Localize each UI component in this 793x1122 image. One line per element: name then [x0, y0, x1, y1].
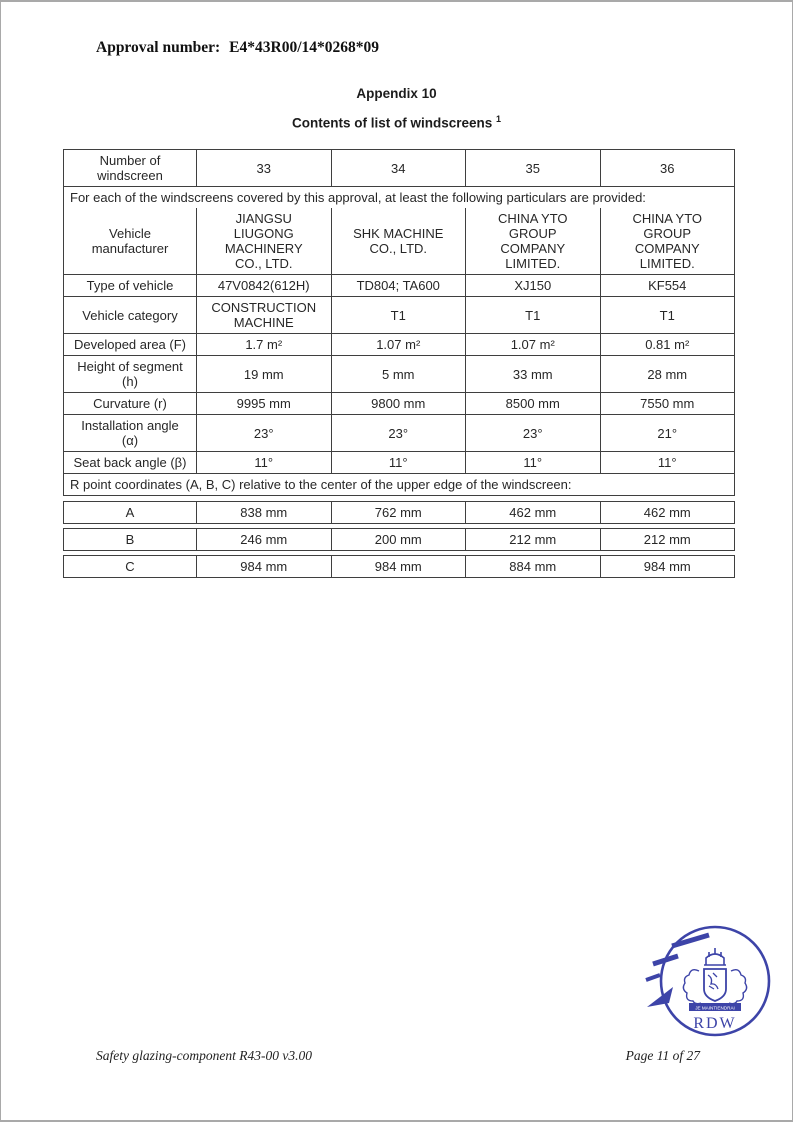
table-header-row-container [64, 150, 734, 186]
table-row [64, 296, 734, 333]
cell-value: 47V0842(612H) [196, 275, 331, 296]
page-title-text: Contents of list of windscreens [291, 115, 493, 131]
table-row [64, 529, 734, 550]
table-rpoint-row: R point coordinates (A, B, C) relative to the center of the upper edge of the windscreen: [64, 473, 734, 495]
footer-document-id: Safety glazing-component R43-00 v3.00 [96, 1048, 312, 1063]
coordinate-table-c [63, 555, 735, 578]
table-intro-row: For each of the windscreens covered by this approval, at least the following particulars are provided: [64, 186, 734, 208]
row-label: B [125, 532, 135, 547]
page-title [1, 114, 792, 131]
cell-value: T1 [331, 297, 466, 333]
cell-value: T1 [465, 297, 600, 333]
table-row [64, 208, 734, 274]
footer-page-number: Page 11 of 27 [625, 1048, 700, 1063]
cell-value: 1.07 m² [465, 334, 600, 355]
row-label: C [125, 559, 135, 574]
cell-value: 1.07 m² [331, 334, 466, 355]
table-row [64, 355, 734, 392]
cell-value: 23° [196, 415, 331, 451]
row-label: A [125, 505, 135, 520]
table-row [64, 333, 734, 355]
cell-value: 212 mm [465, 529, 600, 550]
cell-value: 19 mm [196, 356, 331, 392]
cell-value: 838 mm [196, 502, 331, 523]
table-row [64, 150, 734, 186]
cell-value: 762 mm [331, 502, 466, 523]
cell-value: TD804; TA600 [331, 275, 466, 296]
crown-icon [704, 954, 726, 965]
right-lion-icon [729, 970, 747, 1004]
cell-value: 34 [331, 150, 466, 186]
cell-value: 1.7 m² [196, 334, 331, 355]
rdw-stamp [645, 923, 785, 1053]
cell-value: KF554 [600, 275, 735, 296]
table-row [64, 274, 734, 296]
table-row [64, 502, 734, 523]
cell-value: 11° [600, 452, 735, 473]
cell-value: 21° [600, 415, 735, 451]
row-label: Vehicle category [82, 307, 178, 323]
coat-of-arms-icon [683, 948, 746, 1011]
cell-value: 11° [331, 452, 466, 473]
cell-value: JIANGSU LIUGONG MACHINERY CO., LTD. [196, 208, 331, 274]
cell-value: 462 mm [600, 502, 735, 523]
table-row [64, 556, 734, 577]
stamp-wedge [647, 987, 673, 1007]
cell-value: 33 mm [465, 356, 600, 392]
stamp-speed-dash-3 [646, 975, 660, 980]
stamp-motto-text: JE MAINTIENDRAI [695, 1005, 735, 1011]
row-label: Height of segment (h) [77, 359, 183, 389]
cell-value: 11° [465, 452, 600, 473]
cell-value: 23° [465, 415, 600, 451]
row-label: Seat back angle (β) [73, 455, 187, 470]
row-label: Vehicle manufacturer [91, 226, 169, 256]
left-lion-icon [683, 970, 701, 1004]
cell-value: 246 mm [196, 529, 331, 550]
cell-value: SHK MACHINE CO., LTD. [331, 208, 466, 274]
table-row [64, 451, 734, 473]
cell-value: 28 mm [600, 356, 735, 392]
row-label: Type of vehicle [86, 278, 174, 293]
table-row [64, 392, 734, 414]
cell-value: CHINA YTO GROUP COMPANY LIMITED. [465, 208, 600, 274]
cell-value: CONSTRUCTION MACHINE [196, 297, 331, 333]
shield-lion-marks [708, 973, 718, 989]
cell-value: 9800 mm [331, 393, 466, 414]
cell-value: 36 [600, 150, 735, 186]
cell-value: 884 mm [465, 556, 600, 577]
cell-value: 984 mm [196, 556, 331, 577]
cell-value: 11° [196, 452, 331, 473]
approval-number: E4*43R00/14*0268*09 [229, 39, 380, 56]
row-label: Installation angle (α) [81, 418, 179, 448]
approval-label: Approval number: [96, 39, 221, 56]
cell-value: 200 mm [331, 529, 466, 550]
row-label: Curvature (r) [93, 396, 167, 411]
cell-value: 9995 mm [196, 393, 331, 414]
cell-value: 0.81 m² [600, 334, 735, 355]
cell-value: 33 [196, 150, 331, 186]
cell-value: 212 mm [600, 529, 735, 550]
footnote-marker: 1 [496, 114, 502, 124]
row-label: Developed area (F) [74, 337, 186, 352]
cell-value: XJ150 [465, 275, 600, 296]
stamp-rdw-text: RDW [693, 1015, 737, 1032]
cell-value: 984 mm [600, 556, 735, 577]
coordinate-table-a [63, 501, 735, 524]
approval-number-line [96, 39, 379, 57]
windscreen-table-area [63, 149, 735, 578]
table-row [64, 414, 734, 451]
cell-value: CHINA YTO GROUP COMPANY LIMITED. [600, 208, 735, 274]
cell-value: 8500 mm [465, 393, 600, 414]
cell-value: 35 [465, 150, 600, 186]
cell-value: 7550 mm [600, 393, 735, 414]
appendix-title: Appendix 10 [356, 86, 437, 101]
windscreen-table [63, 149, 735, 496]
row-label: Number of windscreen [97, 153, 163, 183]
cell-value: T1 [600, 297, 735, 333]
cell-value: 23° [331, 415, 466, 451]
cell-value: 984 mm [331, 556, 466, 577]
coordinate-table-b [63, 528, 735, 551]
main-rows [64, 208, 734, 473]
cell-value: 5 mm [331, 356, 466, 392]
cell-value: 462 mm [465, 502, 600, 523]
